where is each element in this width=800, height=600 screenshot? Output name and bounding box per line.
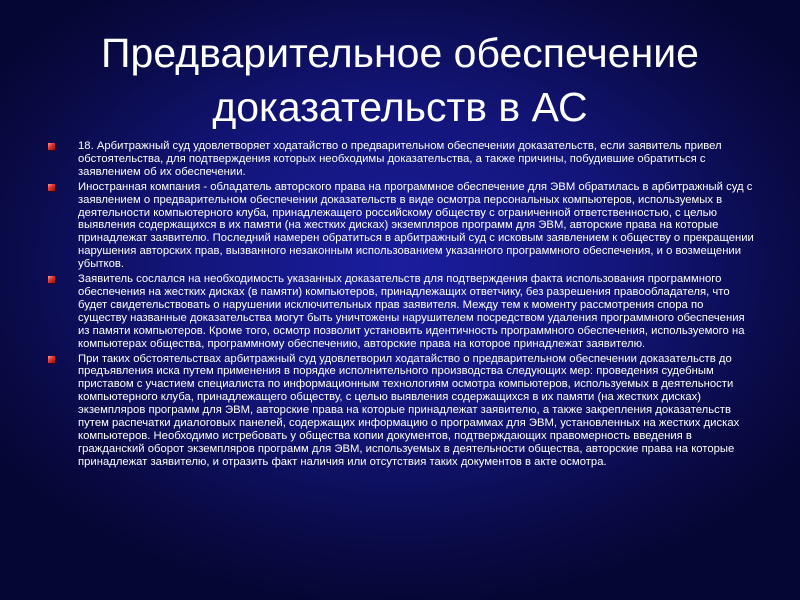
- bullet-item-2: [48, 181, 754, 271]
- slide-title-line-1: Предварительное обеспечение: [101, 30, 699, 76]
- bullet-text-1: 18. Арбитражный суд удовлетворяет ходатайство о предварительном обеспечении доказательств, если заявитель привел обстоятельства, для подтверждения которых необходимы доказательства, а также причины, побудившие обратиться с заявлением об их обеспечении.: [78, 140, 722, 178]
- bullet-square-icon: [48, 356, 55, 363]
- bullet-item-4: [48, 353, 754, 469]
- slide-title-line-2: доказательств в АС: [212, 84, 588, 130]
- bullet-square-icon: [48, 143, 55, 150]
- bullet-text-2: Иностранная компания - обладатель авторского права на программное обеспечение для ЭВМ обратилась в арбитражный суд с заявлением о предварительном обеспечении доказательств в виде осмотра персональных компьютеров, используемых в деятельности компьютерного клуба, принадлежащего российскому обществу с ограниченной ответственностью, с целью выявления содержащихся в их памяти (на жестких дисках) экземпляров программ для ЭВМ, авторские права на которые принадлежат заявителю. Последний намерен обратиться в арбитражный суд с исковым заявлением к обществу о прекращении нарушения авторских прав, вызванного незаконным использованием указанного программного обеспечения, и о возмещении убытков.: [78, 180, 754, 271]
- bullet-list: [48, 140, 754, 471]
- bullet-item-1: [48, 140, 754, 179]
- bullet-text-3: Заявитель сослался на необходимость указанных доказательств для подтверждения факта использования программного обеспечения на жестких дисках (в памяти) компьютеров, принадлежащих ответчику, без разрешения правообладателя, что будет свидетельствовать о нарушении исключительных прав заявителя. Между тем к моменту рассмотрения спора по существу названные доказательства могут быть уничтожены нарушителем посредством удаления программного обеспечения из памяти компьютеров. Кроме того, осмотр позволит установить идентичность программного обеспечения, используемого на компьютерах общества, программному обеспечению, авторские права на которое принадлежат заявителю.: [78, 273, 745, 350]
- bullet-item-3: [48, 273, 754, 350]
- bullet-text-4: При таких обстоятельствах арбитражный суд удовлетворил ходатайство о предварительном обеспечении доказательств до предъявления иска путем применения в порядке исполнительного производства следующих мер: проведения судебным приставом с участием специалиста по информационным технологиям осмотра компьютеров, используемых в деятельности компьютерного клуба, принадлежащего обществу, с целью выявления содержащихся в их памяти (на жестких дисках) экземпляров программ для ЭВМ, авторские права на которые принадлежат заявителю, а также закрепления доказательств путем распечатки диалоговых панелей, содержащих информацию о программах для ЭВМ, установленных на жестких дисках компьютеров. Необходимо истребовать у общества копии документов, подтверждающих правомерность введения в гражданский оборот экземпляров программ для ЭВМ, используемых в деятельности общества, авторские права на которые принадлежат заявителю, и отразить факт наличия или отсутствия таких документов в акте осмотра.: [78, 352, 740, 468]
- bullet-square-icon: [48, 276, 55, 283]
- slide-title: [20, 26, 780, 134]
- bullet-square-icon: [48, 184, 55, 191]
